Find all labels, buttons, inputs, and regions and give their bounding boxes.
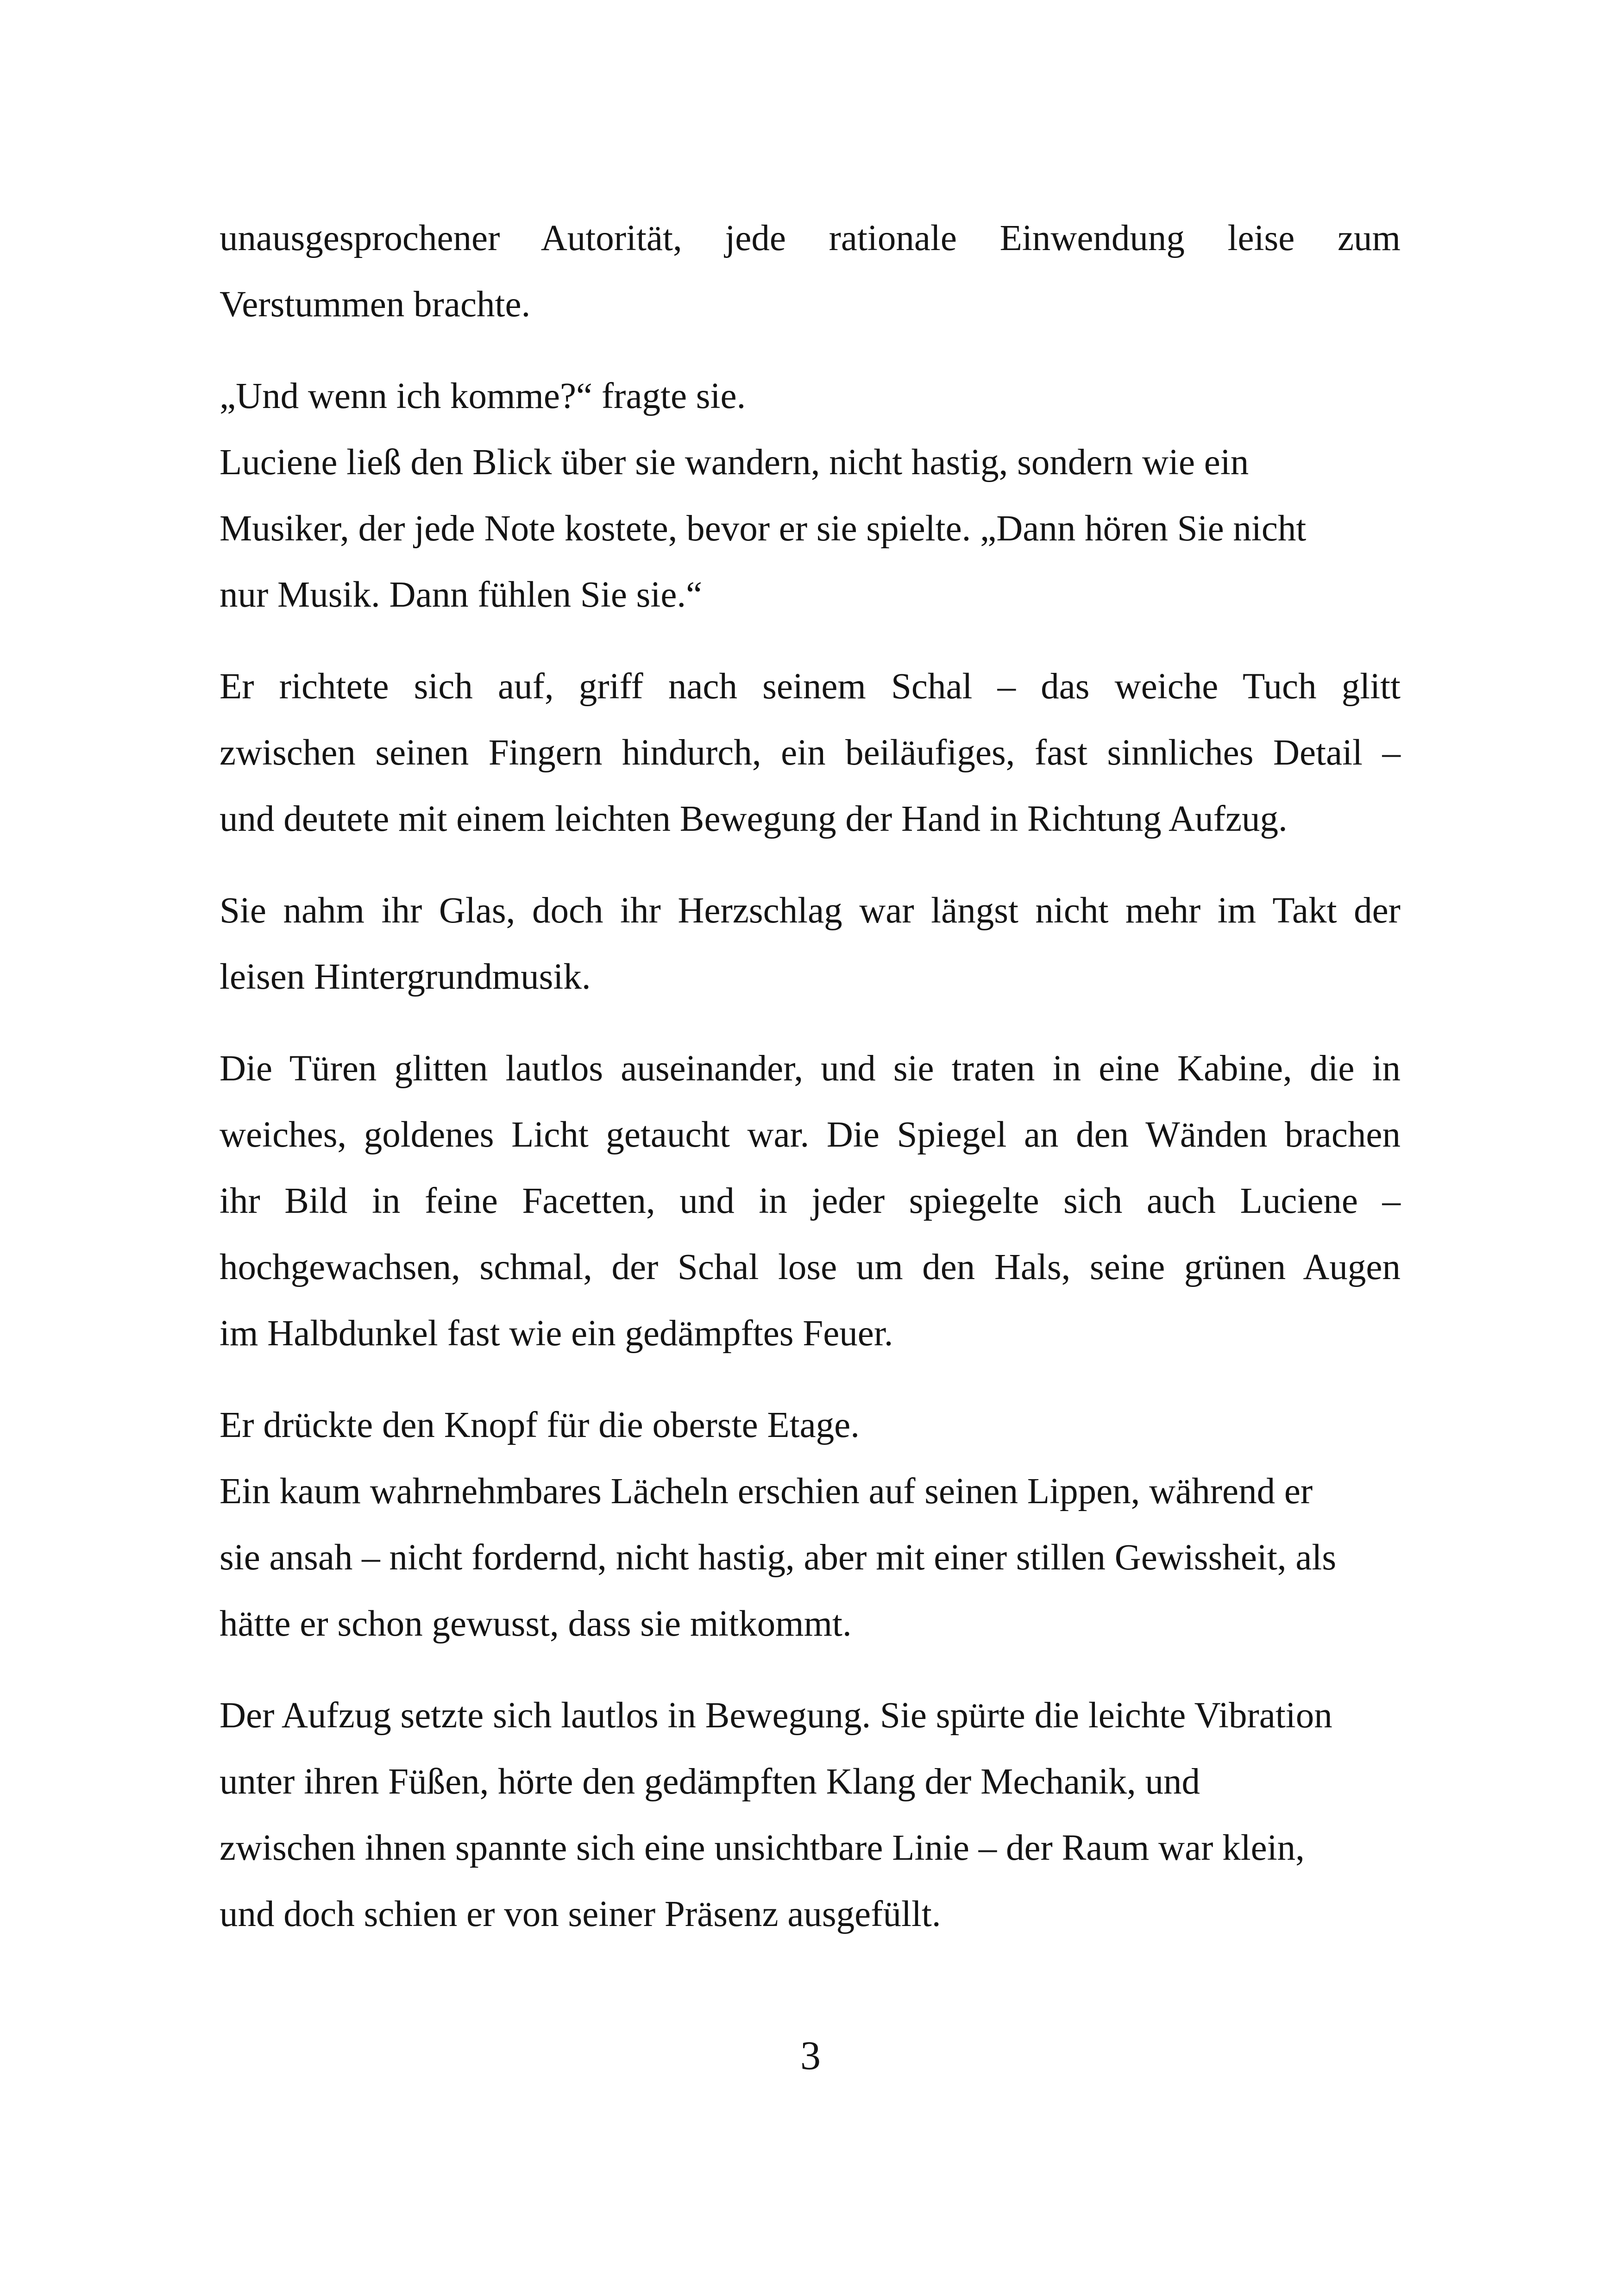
text-line: Der Aufzug setzte sich lautlos in Bewegung. Sie spürte die leichte Vibration — [220, 1695, 1332, 1736]
paragraph — [220, 1402, 1401, 1667]
text-line: hochgewachsen, schmal, der Schal lose um den Hals, seine grünen Augen — [220, 1247, 1401, 1287]
page-number: 3 — [800, 2033, 821, 2078]
paragraph — [220, 373, 1401, 638]
text-line: unter ihren Füßen, hörte den gedämpften Klang der Mechanik, und — [220, 1762, 1200, 1802]
text-line: und doch schien er von seiner Präsenz ausgefüllt. — [220, 1894, 941, 1934]
text-line: „Und wenn ich komme?“ fragte sie. — [220, 376, 746, 416]
paragraph — [220, 1046, 1401, 1377]
paragraph — [220, 664, 1401, 862]
text-line: Luciene ließ den Blick über sie wandern, nicht hastig, sondern wie ein — [220, 442, 1249, 483]
text-line: Die Türen glitten lautlos auseinander, und sie traten in eine Kabine, die in — [220, 1048, 1401, 1089]
paragraph — [220, 215, 1401, 348]
text-line: zwischen seinen Fingern hindurch, ein beiläufiges, fast sinnliches Detail – — [220, 733, 1401, 773]
text-line: weiches, goldenes Licht getaucht war. Die Spiegel an den Wänden brachen — [220, 1115, 1401, 1155]
text-line: sie ansah – nicht fordernd, nicht hastig, aber mit einer stillen Gewissheit, als — [220, 1537, 1337, 1578]
text-line: nur Musik. Dann fühlen Sie sie.“ — [220, 575, 703, 615]
text-line: und deutete mit einem leichten Bewegung der Hand in Richtung Aufzug. — [220, 799, 1288, 839]
text-line: Sie nahm ihr Glas, doch ihr Herzschlag war längst nicht mehr im Takt der — [220, 891, 1401, 931]
text-line: Musiker, der jede Note kostete, bevor er sie spielte. „Dann hören Sie nicht — [220, 508, 1307, 549]
body-text — [220, 215, 1401, 1957]
text-line: Er richtete sich auf, griff nach seinem Schal – das weiche Tuch glitt — [220, 666, 1401, 707]
paragraph — [220, 1693, 1401, 1957]
text-line: zwischen ihnen spannte sich eine unsichtbare Linie – der Raum war klein, — [220, 1828, 1305, 1868]
text-line: ihr Bild in feine Facetten, und in jeder spiegelte sich auch Luciene – — [220, 1181, 1401, 1221]
paragraph — [220, 888, 1401, 1020]
text-line: unausgesprochener Autorität, jede rationale Einwendung leise zum — [220, 218, 1401, 258]
text-line: Ein kaum wahrnehmbares Lächeln erschien auf seinen Lippen, während er — [220, 1471, 1313, 1512]
text-line: Er drückte den Knopf für die oberste Etage. — [220, 1405, 860, 1445]
text-line: im Halbdunkel fast wie ein gedämpftes Feuer. — [220, 1313, 893, 1354]
text-line: Verstummen brachte. — [220, 284, 531, 325]
text-line: leisen Hintergrundmusik. — [220, 957, 591, 997]
text-line: hätte er schon gewusst, dass sie mitkommt. — [220, 1604, 852, 1644]
